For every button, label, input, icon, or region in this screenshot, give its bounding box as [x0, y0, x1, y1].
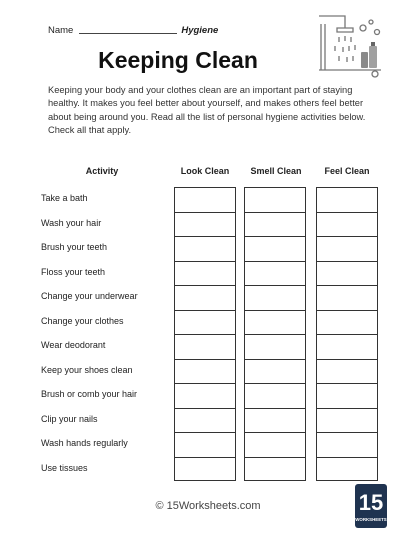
- column-header-look-clean: Look Clean: [180, 166, 230, 176]
- checkbox-cell[interactable]: [244, 310, 306, 335]
- activity-label: Brush or comb your hair: [41, 389, 138, 399]
- checkbox-cell[interactable]: [174, 310, 236, 335]
- checkbox-cell[interactable]: [316, 432, 378, 457]
- subject-label: Hygiene: [181, 25, 219, 36]
- checkbox-cell[interactable]: [316, 457, 378, 482]
- feel-clean-column: [316, 187, 378, 481]
- activity-label: Take a bath: [41, 193, 88, 203]
- checkbox-cell[interactable]: [244, 334, 306, 359]
- checkbox-cell[interactable]: [174, 432, 236, 457]
- checkbox-cell[interactable]: [174, 187, 236, 212]
- checkbox-cell[interactable]: [244, 408, 306, 433]
- activity-label: Keep your shoes clean: [41, 365, 133, 375]
- column-header-feel-clean: Feel Clean: [324, 166, 370, 176]
- checkbox-cell[interactable]: [174, 359, 236, 384]
- name-field[interactable]: [79, 25, 177, 34]
- 15worksheets-logo-icon: [354, 483, 388, 529]
- checkbox-cell[interactable]: [316, 359, 378, 384]
- column-header-activity: Activity: [85, 166, 119, 176]
- checkbox-cell[interactable]: [316, 187, 378, 212]
- look-clean-column: [174, 187, 236, 481]
- activity-label: Wash hands regularly: [41, 438, 128, 448]
- checkbox-cell[interactable]: [244, 432, 306, 457]
- name-label: Name: [48, 25, 74, 36]
- activity-label: Change your underwear: [41, 291, 138, 301]
- activity-label: Brush your teeth: [41, 242, 108, 252]
- column-header-smell-clean: Smell Clean: [250, 166, 302, 176]
- checkbox-cell[interactable]: [244, 187, 306, 212]
- checkbox-cell[interactable]: [316, 310, 378, 335]
- checkbox-cell[interactable]: [316, 261, 378, 286]
- logo-wordmark: WORKSHEETS: [355, 517, 387, 522]
- checkbox-cell[interactable]: [244, 285, 306, 310]
- activity-label: Floss your teeth: [41, 267, 106, 277]
- smell-clean-column: [244, 187, 306, 481]
- checkbox-cell[interactable]: [174, 457, 236, 482]
- checkbox-cell[interactable]: [174, 408, 236, 433]
- logo-number: 15: [358, 490, 384, 515]
- checkbox-cell[interactable]: [174, 334, 236, 359]
- intro-paragraph: Keeping your body and your clothes clean are an important part of staying healthy. It makes you feel better about yourself, and makes others feel better about being around you. Read all the list of personal hygiene activities below. Check all that apply.: [48, 85, 366, 135]
- activity-label: Wash your hair: [41, 218, 102, 228]
- name-row: [48, 25, 218, 36]
- checkbox-cell[interactable]: [244, 457, 306, 482]
- checkbox-cell[interactable]: [244, 261, 306, 286]
- checkbox-cell[interactable]: [316, 285, 378, 310]
- checkbox-cell[interactable]: [316, 334, 378, 359]
- checkbox-cell[interactable]: [316, 236, 378, 261]
- activity-label: Change your clothes: [41, 316, 124, 326]
- checkbox-cell[interactable]: [244, 359, 306, 384]
- checkbox-cell[interactable]: [174, 236, 236, 261]
- checkbox-cell[interactable]: [174, 383, 236, 408]
- activity-label: Clip your nails: [41, 414, 98, 424]
- page-title: Keeping Clean: [98, 47, 258, 73]
- checkbox-cell[interactable]: [316, 383, 378, 408]
- checkbox-cell[interactable]: [174, 212, 236, 237]
- checkbox-cell[interactable]: [174, 285, 236, 310]
- checkbox-cell[interactable]: [174, 261, 236, 286]
- activity-label: Wear deodorant: [41, 340, 106, 350]
- checkbox-cell[interactable]: [316, 212, 378, 237]
- checkbox-cell[interactable]: [244, 383, 306, 408]
- checkbox-cell[interactable]: [244, 212, 306, 237]
- activity-label: Use tissues: [41, 463, 88, 473]
- copyright-footer: © 15Worksheets.com: [155, 500, 261, 512]
- checkbox-cell[interactable]: [316, 408, 378, 433]
- checkbox-cell[interactable]: [244, 236, 306, 261]
